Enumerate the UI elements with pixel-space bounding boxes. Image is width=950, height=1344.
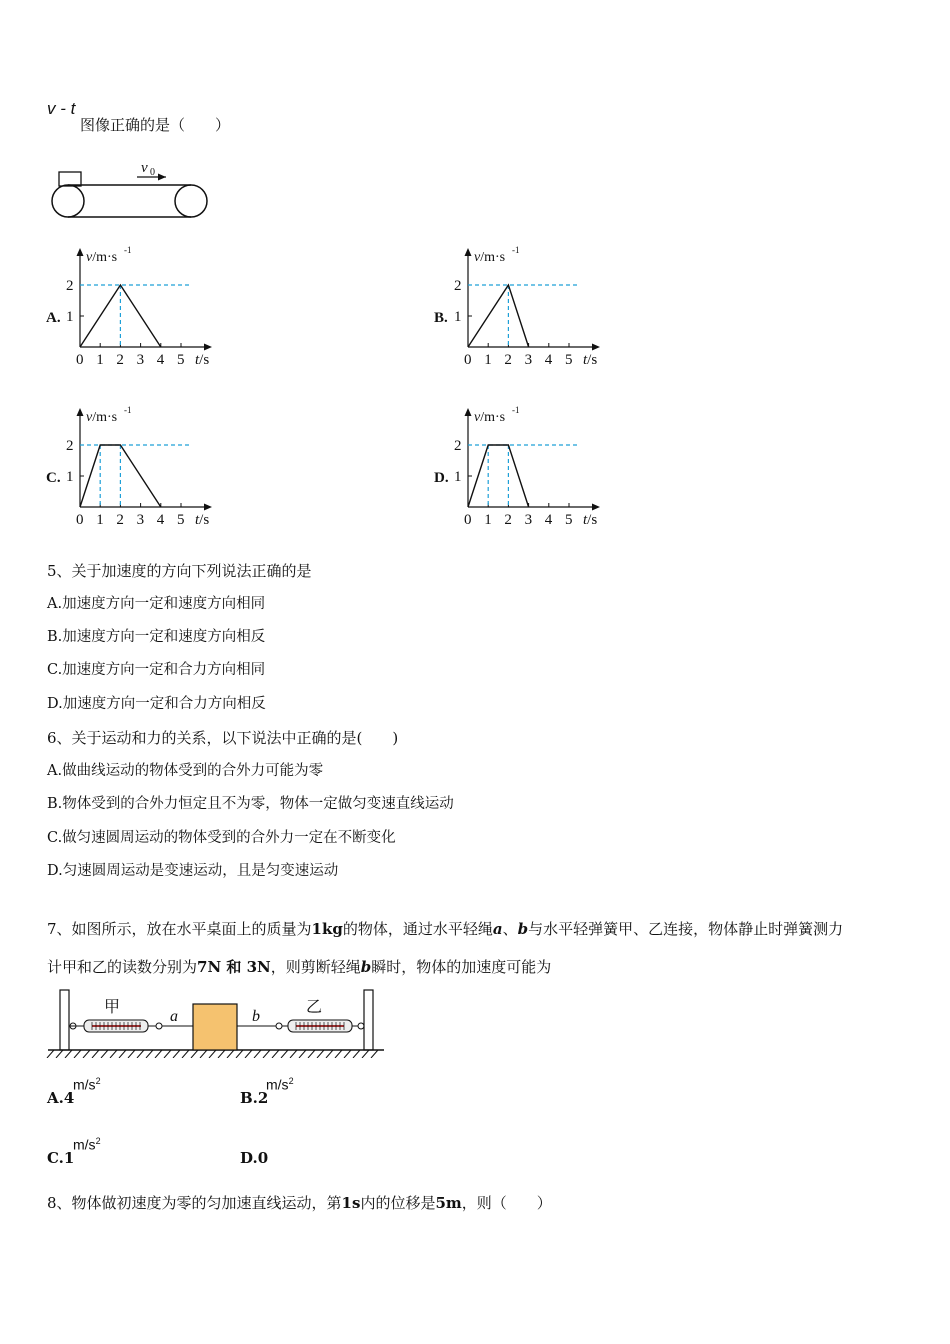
q4-vt-label: v - t <box>47 99 76 118</box>
x-axis-label: t/s <box>583 512 598 528</box>
ground-hatch <box>236 1050 243 1058</box>
x-tick-label: 0 <box>76 352 84 368</box>
x-tick-label: 1 <box>96 512 104 528</box>
y-tick-label: 1 <box>454 469 462 485</box>
y-tick-label: 2 <box>66 278 74 294</box>
q8-time: 1s <box>341 1194 361 1212</box>
ground-hatch <box>74 1050 81 1058</box>
right-post <box>364 990 373 1050</box>
x-axis-label: t/s <box>583 352 598 368</box>
conveyor-belt-figure <box>44 155 214 225</box>
x-tick-label: 2 <box>504 352 512 368</box>
x-axis-arrow <box>592 504 600 511</box>
x-tick-label: 4 <box>544 352 553 368</box>
x-tick-label: 4 <box>156 512 165 528</box>
q7-c-unit: m/s <box>73 1136 96 1153</box>
ground-hatch <box>281 1050 288 1058</box>
y-axis-exponent: -1 <box>512 405 520 415</box>
q7-option-a-unit <box>73 1076 101 1093</box>
belt-right-wheel <box>175 185 207 217</box>
y-tick-label: 2 <box>454 278 462 294</box>
ground-hatch <box>254 1050 261 1058</box>
ground-hatch <box>326 1050 333 1058</box>
belt-v-label: v <box>141 160 148 176</box>
q7-c-exp: 2 <box>95 1136 101 1146</box>
ground-hatch <box>110 1050 117 1058</box>
q5-stem: 5、关于加速度的方向下列说法正确的是 <box>47 562 312 580</box>
ground-hatch <box>335 1050 342 1058</box>
q7-option-a: A.4 <box>47 1089 75 1107</box>
graph-option-letter: B. <box>434 310 448 326</box>
vt-graph-d <box>428 396 628 536</box>
q7-stem-line1 <box>47 919 843 939</box>
q7-rope-b-ref2: b <box>360 958 372 976</box>
ground-hatch <box>101 1050 108 1058</box>
ground-hatch <box>317 1050 324 1058</box>
label-jia: 甲 <box>104 999 121 1016</box>
graph-option-letter: D. <box>434 470 449 486</box>
q8-text-c: ，则（ ） <box>461 1194 552 1212</box>
q8-stem <box>47 1193 552 1213</box>
y-tick-label: 2 <box>454 438 462 454</box>
x-axis-arrow <box>204 504 212 511</box>
belt-v-sub: 0 <box>150 167 155 178</box>
q8-disp: 5m <box>435 1194 462 1212</box>
x-tick-label: 4 <box>156 352 165 368</box>
ground-hatch <box>155 1050 162 1058</box>
ground-hatch <box>92 1050 99 1058</box>
x-tick-label: 1 <box>484 512 492 528</box>
ground-hatch <box>47 1050 54 1058</box>
x-tick-label: 3 <box>136 512 145 528</box>
q6-stem: 6、关于运动和力的关系，以下说法中正确的是( ) <box>47 729 399 747</box>
q7-text-2c: 瞬时，物体的加速度可能为 <box>371 958 552 976</box>
ground-hatch <box>263 1050 270 1058</box>
x-axis-label: t/s <box>195 512 210 528</box>
vt-graph-c <box>40 396 240 536</box>
x-tick-label: 2 <box>116 352 124 368</box>
q7-b-unit: m/s <box>266 1076 289 1093</box>
q7-option-d: D.0 <box>240 1149 269 1167</box>
ground-hatch <box>218 1050 225 1058</box>
q7-option-c: C.1 <box>47 1149 75 1167</box>
ground-hatch <box>209 1050 216 1058</box>
x-tick-label: 5 <box>565 512 573 528</box>
belt-left-wheel <box>52 185 84 217</box>
q7-text-1b: 的物体，通过水平轻绳 <box>342 920 493 938</box>
left-post <box>60 990 69 1050</box>
vt-curve <box>468 445 529 507</box>
x-tick-label: 3 <box>136 352 145 368</box>
ground-hatch <box>191 1050 198 1058</box>
q5-option-c: C.加速度方向一定和合力方向相同 <box>47 662 266 678</box>
ground-hatch <box>299 1050 306 1058</box>
ground-hatch <box>56 1050 63 1058</box>
q6-option-d: D.匀速圆周运动是变速运动，且是匀变速运动 <box>47 863 339 879</box>
q7-readings: 7N 和 3N <box>197 958 271 976</box>
q5-option-a: A.加速度方向一定和速度方向相同 <box>47 596 266 612</box>
ground-hatch <box>362 1050 369 1058</box>
ground-hatch <box>353 1050 360 1058</box>
ground-hatch <box>371 1050 378 1058</box>
vt-graph-a <box>40 236 240 376</box>
ground-hatch <box>119 1050 126 1058</box>
q6-option-b: B.物体受到的合外力恒定且不为零，物体一定做匀变速直线运动 <box>47 796 454 812</box>
x-tick-label: 2 <box>504 512 512 528</box>
q7-option-b: B.2 <box>240 1089 269 1107</box>
x-axis-arrow <box>592 344 600 351</box>
ground-hatch <box>308 1050 315 1058</box>
y-tick-label: 2 <box>66 438 74 454</box>
q7-rope-a-ref: a <box>492 920 503 938</box>
y-axis-exponent: -1 <box>124 245 132 255</box>
ground-hatch <box>164 1050 171 1058</box>
x-tick-label: 3 <box>524 352 533 368</box>
q7-mass: 1kg <box>311 920 343 938</box>
ground-hatch <box>146 1050 153 1058</box>
q7-text-1a: 7、如图所示，放在水平桌面上的质量为 <box>47 920 312 938</box>
x-axis-arrow <box>204 344 212 351</box>
x-tick-label: 5 <box>177 352 185 368</box>
q5-option-d: D.加速度方向一定和合力方向相反 <box>47 696 266 712</box>
q7-b-exp: 2 <box>288 1076 294 1086</box>
x-tick-label: 0 <box>464 352 472 368</box>
x-tick-label: 1 <box>96 352 104 368</box>
vt-graph-b <box>428 236 628 376</box>
q7-a-unit: m/s <box>73 1076 96 1093</box>
y-axis-label: v/m·s <box>86 250 118 265</box>
q6-option-c: C.做匀速圆周运动的物体受到的合外力一定在不断变化 <box>47 830 396 846</box>
x-tick-label: 4 <box>544 512 553 528</box>
q5-option-b: B.加速度方向一定和速度方向相反 <box>47 629 266 645</box>
y-axis-label: v/m·s <box>474 410 506 425</box>
q6-option-a: A.做曲线运动的物体受到的合外力可能为零 <box>47 763 324 779</box>
x-tick-label: 0 <box>464 512 472 528</box>
y-axis-exponent: -1 <box>124 405 132 415</box>
y-axis-label: v/m·s <box>474 250 506 265</box>
q7-sep: 、 <box>502 920 518 938</box>
x-tick-label: 2 <box>116 512 124 528</box>
q4-stem: 图像正确的是（ ） <box>80 116 231 134</box>
y-axis-arrow <box>465 248 472 256</box>
q7-text-2b: ，则剪断轻绳 <box>270 958 361 976</box>
q7-stem-line2 <box>47 957 551 977</box>
ground-hatch <box>227 1050 234 1058</box>
ground-hatch <box>272 1050 279 1058</box>
label-rope-a: a <box>170 1008 178 1025</box>
x-tick-label: 3 <box>524 512 533 528</box>
label-yi: 乙 <box>306 999 323 1016</box>
ground-hatch <box>137 1050 144 1058</box>
x-tick-label: 5 <box>565 352 573 368</box>
ground-hatch <box>83 1050 90 1058</box>
ground-hatch <box>200 1050 207 1058</box>
ground-hatch <box>182 1050 189 1058</box>
ground-hatch <box>128 1050 135 1058</box>
y-axis-arrow <box>77 408 84 416</box>
q8-text-b: 内的位移是 <box>360 1194 436 1212</box>
q7-text-2a: 计甲和乙的读数分别为 <box>47 958 198 976</box>
q7-a-exp: 2 <box>95 1076 101 1086</box>
q7-rope-b-ref: b <box>517 920 529 938</box>
y-tick-label: 1 <box>454 309 462 325</box>
q7-option-c-unit <box>73 1136 101 1153</box>
y-axis-label: v/m·s <box>86 410 118 425</box>
y-axis-arrow <box>465 408 472 416</box>
ground-hatch <box>245 1050 252 1058</box>
ground-hatch <box>65 1050 72 1058</box>
x-tick-label: 1 <box>484 352 492 368</box>
spring-scale-figure <box>44 988 389 1058</box>
y-tick-label: 1 <box>66 469 74 485</box>
y-tick-label: 1 <box>66 309 74 325</box>
vt-curve <box>468 285 529 347</box>
x-axis-label: t/s <box>195 352 210 368</box>
block <box>193 1004 237 1050</box>
y-axis-exponent: -1 <box>512 245 520 255</box>
x-tick-label: 5 <box>177 512 185 528</box>
belt-block <box>59 172 81 186</box>
ground-hatch <box>173 1050 180 1058</box>
ground-hatch <box>290 1050 297 1058</box>
y-axis-arrow <box>77 248 84 256</box>
graph-option-letter: A. <box>46 310 61 326</box>
x-tick-label: 0 <box>76 512 84 528</box>
label-rope-b: b <box>252 1008 260 1025</box>
ground-hatch <box>344 1050 351 1058</box>
q7-option-b-unit <box>266 1076 294 1093</box>
graph-option-letter: C. <box>46 470 61 486</box>
q8-text-a: 8、物体做初速度为零的匀加速直线运动，第 <box>47 1194 342 1212</box>
q7-text-1c: 与水平轻弹簧甲、乙连接，物体静止时弹簧测力 <box>528 920 844 938</box>
